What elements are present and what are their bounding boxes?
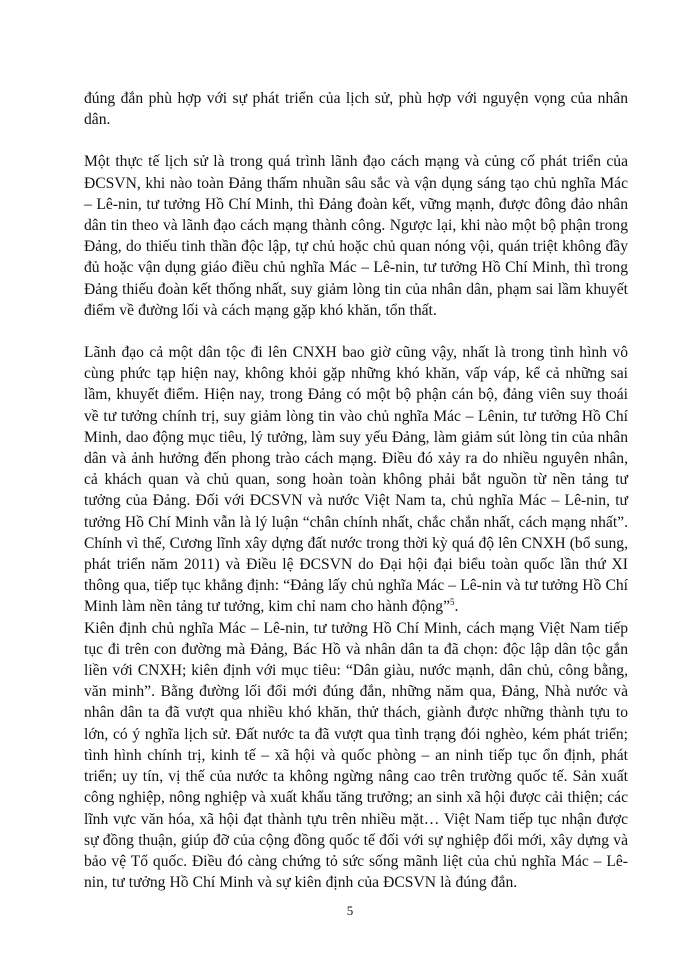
paragraph-leadership xyxy=(84,342,628,618)
paragraph-steadfast: Kiên định chủ nghĩa Mác – Lê-nin, tư tưởng Hồ Chí Minh, cách mạng Việt Nam tiếp tục đi trên con đường mà Đảng, Bác Hồ và nhân dân ta đã chọn: độc lập dân tộc gắn liền với CNXH; kiên định với mục tiêu: “Dân giàu, nước mạnh, dân chủ, công bằng, văn minh”. Bằng đường lối đổi mới đúng đắn, những năm qua, Đảng, Nhà nước và nhân dân ta đã vượt qua nhiều khó khăn, thử thách, giành được những thành tựu to lớn, có ý nghĩa lịch sử. Đất nước ta đã vượt qua tình trạng đói nghèo, kém phát triển; tình hình chính trị, kinh tế – xã hội và quốc phòng – an ninh tiếp tục ổn định, phát triển; uy tín, vị thế của nước ta không ngừng nâng cao trên trường quốc tế. Sản xuất công nghiệp, nông nghiệp và xuất khẩu tăng trưởng; an sinh xã hội được cải thiện; các lĩnh vực văn hóa, xã hội đạt thành tựu trên nhiều mặt… Việt Nam tiếp tục nhận được sự đồng thuận, giúp đỡ của cộng đồng quốc tế đối với sự nghiệp đổi mới, xây dựng và bảo vệ Tổ quốc. Điều đó càng chứng tỏ sức sống mãnh liệt của chủ nghĩa Mác – Lê-nin, tư tưởng Hồ Chí Minh và sự kiên định của ĐCSVN là đúng đắn. xyxy=(84,619,628,892)
paragraph-continuation: đúng đắn phù hợp với sự phát triển của lịch sử, phù hợp với nguyện vọng của nhân dân. xyxy=(84,90,628,129)
paragraph-spacer xyxy=(84,130,628,151)
paragraph-spacer xyxy=(84,321,628,342)
paragraph-historical-fact: Một thực tế lịch sử là trong quá trình lãnh đạo cách mạng và củng cố phát triển của ĐCSVN, khi nào toàn Đảng thấm nhuần sâu sắc và vận dụng sáng tạo chủ nghĩa Mác – Lê-nin, tư tưởng Hồ Chí Minh, thì Đảng đoàn kết, vững mạnh, được đông đảo nhân dân tin theo và lãnh đạo cách mạng thành công. Ngược lại, khi nào một bộ phận trong Đảng, do thiếu tinh thần độc lập, tự chủ hoặc chủ quan nóng vội, quán triệt không đầy đủ hoặc vận dụng giáo điều chủ nghĩa Mác – Lê-nin, tư tưởng Hồ Chí Minh, thì trong Đảng thiếu đoàn kết thống nhất, suy giảm lòng tin của nhân dân, phạm sai lầm khuyết điểm về đường lối và cách mạng gặp khó khăn, tổn thất. xyxy=(84,153,628,319)
page-number: 5 xyxy=(346,903,354,918)
paragraph-leadership-end: . xyxy=(454,598,459,616)
paragraph-leadership-text: Lãnh đạo cả một dân tộc đi lên CNXH bao giờ cũng vậy, nhất là trong tình hình vô cùng phức tạp hiện nay, không khỏi gặp những khó khăn, vấp váp, kể cả những sai lầm, khuyết điểm. Hiện nay, trong Đảng có một bộ phận cán bộ, đảng viên suy thoái về tư tưởng chính trị, suy giảm lòng tin vào chủ nghĩa Mác – Lênin, tư tưởng Hồ Chí Minh, dao động mục tiêu, lý tưởng, làm suy yếu Đảng, làm giảm sút lòng tin của nhân dân và ảnh hưởng đến phong trào cách mạng. Điều đó xảy ra do nhiều nguyên nhân, cả khách quan và chủ quan, song hoàn toàn không phải bắt nguồn từ nền tảng tư tưởng của Đảng. Đối với ĐCSVN và nước Việt Nam ta, chủ nghĩa Mác – Lê-nin, tư tưởng Hồ Chí Minh vẫn là lý luận “chân chính nhất, chắc chắn nhất, cách mạng nhất”. Chính vì thế, Cương lĩnh xây dựng đất nước trong thời kỳ quá độ lên CNXH (bổ sung, phát triển năm 2011) và Điều lệ ĐCSVN do Đại hội đại biểu toàn quốc lần thứ XI thông qua, tiếp tục khẳng định: “Đảng lấy chủ nghĩa Mác – Lê-nin và tư tưởng Hồ Chí Minh làm nền tảng tư tưởng, kim chỉ nam cho hành động” xyxy=(84,344,628,616)
document-body xyxy=(84,88,628,893)
footnote-reference: 5 xyxy=(450,597,455,608)
